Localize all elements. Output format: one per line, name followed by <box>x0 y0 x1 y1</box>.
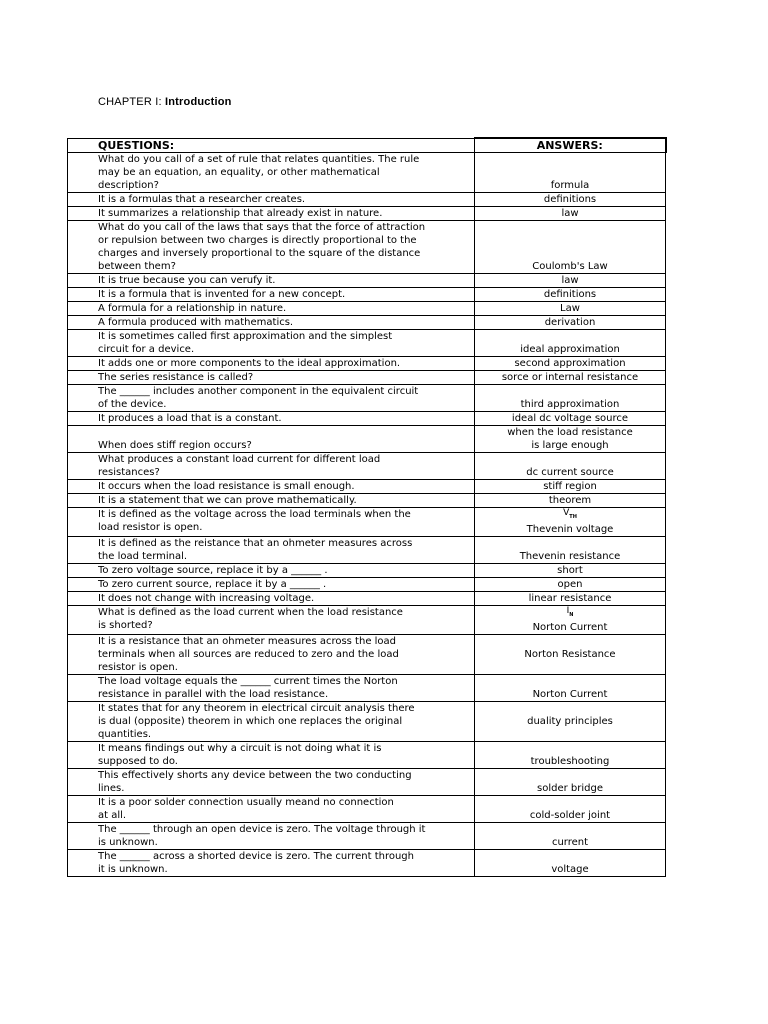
answer-cell <box>475 385 666 412</box>
table-row <box>68 330 666 357</box>
table-row <box>68 221 666 274</box>
answer-text: troubleshooting <box>530 755 610 767</box>
question-cell: It is a formulas that a researcher creates. <box>68 193 475 207</box>
table-row <box>68 494 666 508</box>
answer-cell <box>475 674 666 701</box>
question-cell: A formula for a relationship in nature. <box>68 302 475 316</box>
answer-text: open <box>557 578 583 590</box>
question-cell: It means findings out why a circuit is not doing what it is supposed to do. <box>68 741 475 768</box>
question-cell: It is a formula that is invented for a new concept. <box>68 288 475 302</box>
question-cell: What do you call of a set of rule that relates quantities. The rule may be an equation, an equality, or other mathematical description? <box>68 153 475 193</box>
answer-text: Coulomb's Law <box>532 261 608 272</box>
answer-text: definitions <box>543 194 597 205</box>
answer-cell <box>475 591 666 605</box>
answer-symbol <box>475 508 665 523</box>
answer-text: law <box>561 208 579 219</box>
question-cell: It is a poor solder connection usually meand no connection at all. <box>68 795 475 822</box>
table-row <box>68 316 666 330</box>
table-row <box>68 701 666 741</box>
table-row <box>68 605 666 634</box>
answer-cell <box>475 701 666 741</box>
question-cell: What produces a constant load current for different load resistances? <box>68 453 475 480</box>
table-row <box>68 385 666 412</box>
answer-text: sorce or internal resistance <box>501 372 639 383</box>
answer-cell <box>475 563 666 577</box>
answer-cell <box>475 193 666 207</box>
answer-cell <box>475 634 666 674</box>
answer-text: definitions <box>543 289 597 300</box>
answer-cell <box>475 274 666 288</box>
question-cell: It is a resistance that an ohmeter measures across the load terminals when all sources are reduced to zero and the load resistor is open. <box>68 634 475 674</box>
answer-cell <box>475 480 666 494</box>
answer-text: second approximation <box>514 358 626 369</box>
answer-text: duality principles <box>527 715 613 727</box>
answer-text: cold-solder joint <box>529 809 611 821</box>
answer-text: ideal approximation <box>520 344 620 355</box>
table-row <box>68 412 666 426</box>
answer-text: formula <box>550 180 590 191</box>
question-cell: What is defined as the load current when the load resistance is shorted? <box>68 605 475 634</box>
question-cell: It occurs when the load resistance is small enough. <box>68 480 475 494</box>
table-row <box>68 207 666 221</box>
question-cell: It states that for any theorem in electrical circuit analysis there is dual (opposite) theorem in which one replaces the original quantities. <box>68 701 475 741</box>
answer-cell <box>475 536 666 563</box>
question-cell: It is true because you can verufy it. <box>68 274 475 288</box>
table-row <box>68 357 666 371</box>
answer-cell <box>475 330 666 357</box>
answer-text: linear resistance <box>528 592 612 604</box>
answer-text: current <box>551 836 589 848</box>
question-cell: It is a statement that we can prove mathematically. <box>68 494 475 508</box>
table-row <box>68 426 666 453</box>
symbol-subscript: N <box>569 611 574 618</box>
answer-text: law <box>561 275 579 286</box>
answer-cell <box>475 288 666 302</box>
question-cell: The series resistance is called? <box>68 371 475 385</box>
answer-cell <box>475 153 666 193</box>
answer-text: short <box>557 564 583 576</box>
answer-cell <box>475 302 666 316</box>
table-row <box>68 288 666 302</box>
chapter-title: Introduction <box>165 96 232 108</box>
symbol-subscript: TH <box>569 513 577 520</box>
table-header-row <box>68 138 666 153</box>
table-row <box>68 508 666 537</box>
answer-cell <box>475 426 666 453</box>
answer-cell <box>475 412 666 426</box>
answer-text: Law <box>560 303 580 314</box>
answer-text: Norton Current <box>532 621 608 633</box>
answer-text: Norton Current <box>532 688 608 700</box>
answer-cell <box>475 357 666 371</box>
question-cell: A formula produced with mathematics. <box>68 316 475 330</box>
answer-cell <box>475 207 666 221</box>
table-row <box>68 741 666 768</box>
answers-header: ANSWERS: <box>475 138 666 153</box>
answer-text: third approximation <box>520 399 620 410</box>
question-cell: To zero current source, replace it by a ______ . <box>68 577 475 591</box>
answer-text: Thevenin resistance <box>519 550 621 562</box>
answer-text: stiff region <box>543 481 597 492</box>
table-row <box>68 274 666 288</box>
answer-cell <box>475 822 666 849</box>
answer-cell <box>475 371 666 385</box>
answer-cell <box>475 741 666 768</box>
table-row <box>68 453 666 480</box>
answer-text: Thevenin voltage <box>526 523 614 535</box>
table-row <box>68 591 666 605</box>
table-row <box>68 563 666 577</box>
answer-cell <box>475 453 666 480</box>
answer-text: when the load resistance is large enough <box>507 427 633 451</box>
question-cell: This effectively shorts any device between the two conducting lines. <box>68 768 475 795</box>
question-cell: The ______ across a shorted device is zero. The current through it is unknown. <box>68 849 475 876</box>
answer-cell <box>475 221 666 274</box>
table-row <box>68 577 666 591</box>
table-row <box>68 795 666 822</box>
table-row <box>68 768 666 795</box>
questions-header: QUESTIONS: <box>68 138 475 153</box>
question-cell: The ______ through an open device is zero. The voltage through it is unknown. <box>68 822 475 849</box>
table-row <box>68 193 666 207</box>
chapter-label: CHAPTER I: <box>98 96 165 108</box>
question-cell: It adds one or more components to the ideal approximation. <box>68 357 475 371</box>
answer-text: derivation <box>544 317 596 328</box>
answer-cell <box>475 508 666 537</box>
question-cell: It is defined as the voltage across the load terminals when the load resistor is open. <box>68 508 475 537</box>
answer-cell <box>475 795 666 822</box>
question-cell: It is sometimes called first approximation and the simplest circuit for a device. <box>68 330 475 357</box>
question-cell: When does stiff region occurs? <box>68 426 475 453</box>
answer-cell <box>475 577 666 591</box>
table-row <box>68 634 666 674</box>
qa-table-body <box>68 153 666 877</box>
answer-cell <box>475 494 666 508</box>
answer-text: voltage <box>551 863 589 875</box>
question-cell: It summarizes a relationship that already exist in nature. <box>68 207 475 221</box>
answer-text: solder bridge <box>537 782 603 794</box>
question-cell: It does not change with increasing voltage. <box>68 591 475 605</box>
answer-cell <box>475 768 666 795</box>
answer-text: Norton Resistance <box>524 648 616 660</box>
question-cell: What do you call of the laws that says that the force of attraction or repulsion between two charges is directly proportional to the charges and inversely proportional to the square of the distance between them? <box>68 221 475 274</box>
answer-text: theorem <box>548 495 592 506</box>
table-row <box>68 371 666 385</box>
table-row <box>68 480 666 494</box>
question-cell: The load voltage equals the ______ current times the Norton resistance in parallel with the load resistance. <box>68 674 475 701</box>
table-row <box>68 302 666 316</box>
answer-cell <box>475 605 666 634</box>
table-row <box>68 849 666 876</box>
question-cell: It produces a load that is a constant. <box>68 412 475 426</box>
symbol-letter: I <box>566 605 570 616</box>
answer-text: ideal dc voltage source <box>511 413 629 424</box>
table-row <box>68 674 666 701</box>
question-cell: It is defined as the reistance that an ohmeter measures across the load terminal. <box>68 536 475 563</box>
symbol-letter: V <box>563 508 570 518</box>
qa-table <box>67 137 667 877</box>
answer-symbol <box>475 606 665 621</box>
table-row <box>68 822 666 849</box>
question-cell: The ______ includes another component in the equivalent circuit of the device. <box>68 385 475 412</box>
chapter-heading <box>98 96 232 108</box>
answer-cell <box>475 849 666 876</box>
table-row <box>68 536 666 563</box>
answer-text: dc current source <box>526 467 614 478</box>
table-row <box>68 153 666 193</box>
question-cell: To zero voltage source, replace it by a ______ . <box>68 563 475 577</box>
answer-cell <box>475 316 666 330</box>
